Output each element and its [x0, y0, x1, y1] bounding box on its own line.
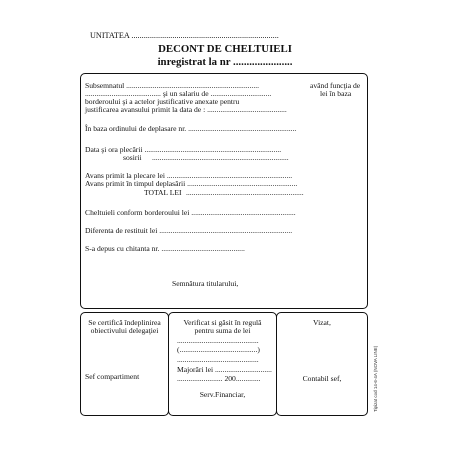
data-plecarii-line[interactable]: Data şi ora plecării ........................................................................ — [85, 145, 282, 154]
registration-line: inregistrat la nr ...................... — [157, 56, 293, 68]
diferenta-line[interactable]: Diferenta de restituit lei ...................................................................... — [85, 226, 293, 235]
certifica-line2: obiectivului delegaţiei — [90, 326, 159, 335]
semnatura-titular: Semnătura titularului, — [172, 279, 239, 288]
certifica-line1: Se certifică îndeplinirea — [88, 318, 161, 327]
date-line[interactable]: ........................ 200............. — [177, 374, 261, 383]
verificat-line1: Verificat si găsit în regulă — [183, 318, 262, 327]
suma-dots-1[interactable]: ........................................... — [177, 336, 259, 345]
borderou-text: borderoului şi a actelor justificative anexate pentru — [85, 97, 240, 106]
sosirii-label: sosirii — [123, 153, 142, 162]
subsemnatul-line[interactable]: Subsemnatul ...................................................................... — [85, 81, 260, 90]
vizat-label: Vizat, — [313, 318, 331, 327]
in-baza-label: lei în baza — [320, 89, 352, 98]
form-code-note: Tipizat cod 14-6-4A (NOVA LINE) — [373, 345, 378, 412]
serv-financiar-label: Serv.Financiar, — [199, 390, 246, 399]
document-title: DECONT DE CHELTUIELI — [158, 43, 292, 55]
contabil-sef-label: Contabil sef, — [302, 374, 342, 383]
unitatea-line: UNITATEA ........................................................................ — [90, 31, 279, 40]
majorari-line[interactable]: Majorări lei .............................. — [177, 365, 272, 374]
ordin-deplasare-line[interactable]: În baza ordinului de deplasare nr. ......................................................... — [85, 124, 297, 133]
total-lei-label: TOTAL LEI — [144, 188, 182, 197]
functia-label: având funcţia de — [310, 81, 361, 90]
suma-dots-3[interactable]: ........................................... — [177, 355, 259, 364]
verificat-line2: pentru suma de lei — [194, 326, 251, 335]
chitanta-line[interactable]: S-a depus cu chitanta nr. ............................................ — [85, 244, 245, 253]
sosirii-dots[interactable]: ........................................................................ — [152, 153, 289, 162]
avans-plecare-line[interactable]: Avans primit la plecare lei .................................................................. — [85, 171, 293, 180]
suma-dots-2[interactable]: (.........................................) — [177, 345, 260, 354]
salariu-line[interactable]: ........................................ şi un salariu de ................................ — [85, 89, 272, 98]
avans-data-line[interactable]: justificarea avansului primit la data de : .......................................... — [85, 105, 287, 114]
vizat-box — [276, 312, 368, 416]
total-lei-dots[interactable]: .............................................................. — [186, 188, 304, 197]
cheltuieli-line[interactable]: Cheltuieli conform borderoului lei ....................................................... — [85, 208, 296, 217]
sef-compartiment-label: Sef compartiment — [85, 372, 140, 381]
avans-deplasare-line[interactable]: Avans primit în timpul deplasării .......................................................... — [85, 179, 298, 188]
